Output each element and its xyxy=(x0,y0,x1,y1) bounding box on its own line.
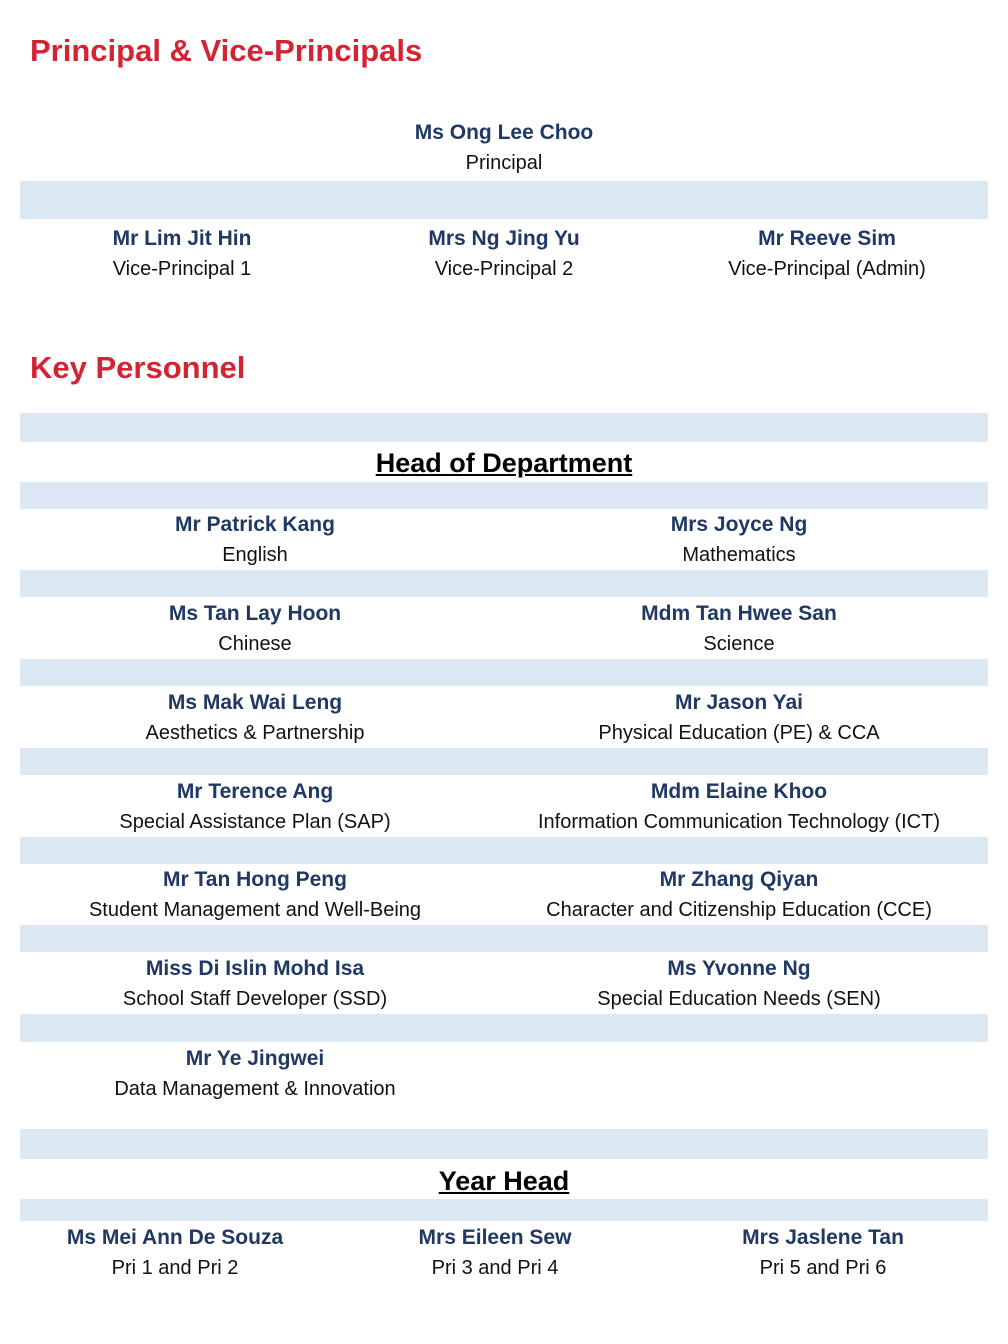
staff-name: Mr Patrick Kang xyxy=(175,513,335,536)
staff-role: Principal xyxy=(465,152,543,174)
hod-card xyxy=(671,513,808,567)
staff-role: Vice-Principal 2 xyxy=(434,258,574,280)
staff-role: Vice-Principal 1 xyxy=(112,258,252,280)
staff-name: Mr Zhang Qiyan xyxy=(659,868,819,891)
divider-band xyxy=(20,1014,988,1042)
staff-role: Chinese xyxy=(218,633,292,655)
hod-card xyxy=(597,957,880,1011)
staff-name: Mrs Joyce Ng xyxy=(670,513,808,536)
year-head-card xyxy=(742,1226,904,1280)
staff-role: Mathematics xyxy=(682,544,796,566)
divider-band xyxy=(20,659,988,686)
hod-card xyxy=(123,957,387,1011)
hod-card xyxy=(175,513,335,567)
staff-name: Ms Ong Lee Choo xyxy=(414,121,594,144)
hod-card xyxy=(146,691,365,745)
staff-name: Mr Tan Hong Peng xyxy=(163,868,347,891)
section-title-leadership: Principal & Vice-Principals xyxy=(30,33,423,68)
staff-name: Mr Lim Jit Hin xyxy=(112,227,252,250)
divider-band xyxy=(20,748,988,775)
staff-role: Aesthetics & Partnership xyxy=(145,722,365,744)
hod-card xyxy=(119,780,390,834)
staff-role: Vice-Principal (Admin) xyxy=(728,258,926,280)
staff-name: Ms Tan Lay Hoon xyxy=(168,602,342,625)
vice-principal-card xyxy=(728,227,925,281)
divider-band xyxy=(20,181,988,219)
staff-name: Mr Jason Yai xyxy=(674,691,804,714)
staff-name: Mr Reeve Sim xyxy=(758,227,896,250)
section-title-key-personnel: Key Personnel xyxy=(30,350,246,385)
divider-band xyxy=(20,413,988,442)
hod-card xyxy=(598,691,879,745)
staff-name: Ms Yvonne Ng xyxy=(667,957,811,980)
divider-band xyxy=(20,837,988,864)
staff-role: Data Management & Innovation xyxy=(114,1078,396,1100)
staff-role: Student Management and Well-Being xyxy=(88,899,422,921)
staff-name: Mrs Jaslene Tan xyxy=(742,1226,904,1249)
staff-role: Character and Citizenship Education (CCE) xyxy=(546,899,932,921)
staff-name: Mrs Eileen Sew xyxy=(418,1226,572,1249)
staff-role: Information Communication Technology (ICT) xyxy=(537,811,941,833)
hod-card xyxy=(89,868,421,922)
year-head-card xyxy=(419,1226,572,1280)
staff-name: Miss Di Islin Mohd Isa xyxy=(145,957,365,980)
staff-role: Special Education Needs (SEN) xyxy=(597,988,881,1010)
staff-name: Mdm Tan Hwee San xyxy=(641,602,837,625)
staff-name: Mdm Elaine Khoo xyxy=(650,780,828,803)
principal-card xyxy=(415,121,594,175)
divider-band xyxy=(20,1129,988,1159)
year-head-heading: Year Head xyxy=(438,1166,570,1196)
divider-band xyxy=(20,570,988,597)
staff-name: Mrs Ng Jing Yu xyxy=(428,227,580,250)
staff-role: Pri 3 and Pri 4 xyxy=(431,1257,559,1279)
staff-name: Ms Mei Ann De Souza xyxy=(66,1226,284,1249)
staff-name: Mr Terence Ang xyxy=(176,780,334,803)
divider-band xyxy=(20,925,988,952)
year-head-card xyxy=(67,1226,283,1280)
hod-card xyxy=(538,780,940,834)
hod-card xyxy=(641,602,837,656)
divider-band xyxy=(20,1199,988,1221)
staff-role: School Staff Developer (SSD) xyxy=(122,988,388,1010)
divider-band xyxy=(20,482,988,509)
hod-card xyxy=(114,1047,395,1101)
staff-name: Ms Mak Wai Leng xyxy=(167,691,343,714)
staff-role: Pri 1 and Pri 2 xyxy=(111,1257,239,1279)
staff-role: English xyxy=(222,544,288,566)
vice-principal-card xyxy=(113,227,252,281)
hod-card xyxy=(546,868,932,922)
staff-role: Special Assistance Plan (SAP) xyxy=(119,811,391,833)
staff-role: Pri 5 and Pri 6 xyxy=(759,1257,887,1279)
hod-card xyxy=(169,602,341,656)
staff-name: Mr Ye Jingwei xyxy=(185,1047,325,1070)
vice-principal-card xyxy=(428,227,579,281)
hod-heading: Head of Department xyxy=(375,448,633,478)
staff-role: Physical Education (PE) & CCA xyxy=(598,722,880,744)
staff-role: Science xyxy=(703,633,775,655)
